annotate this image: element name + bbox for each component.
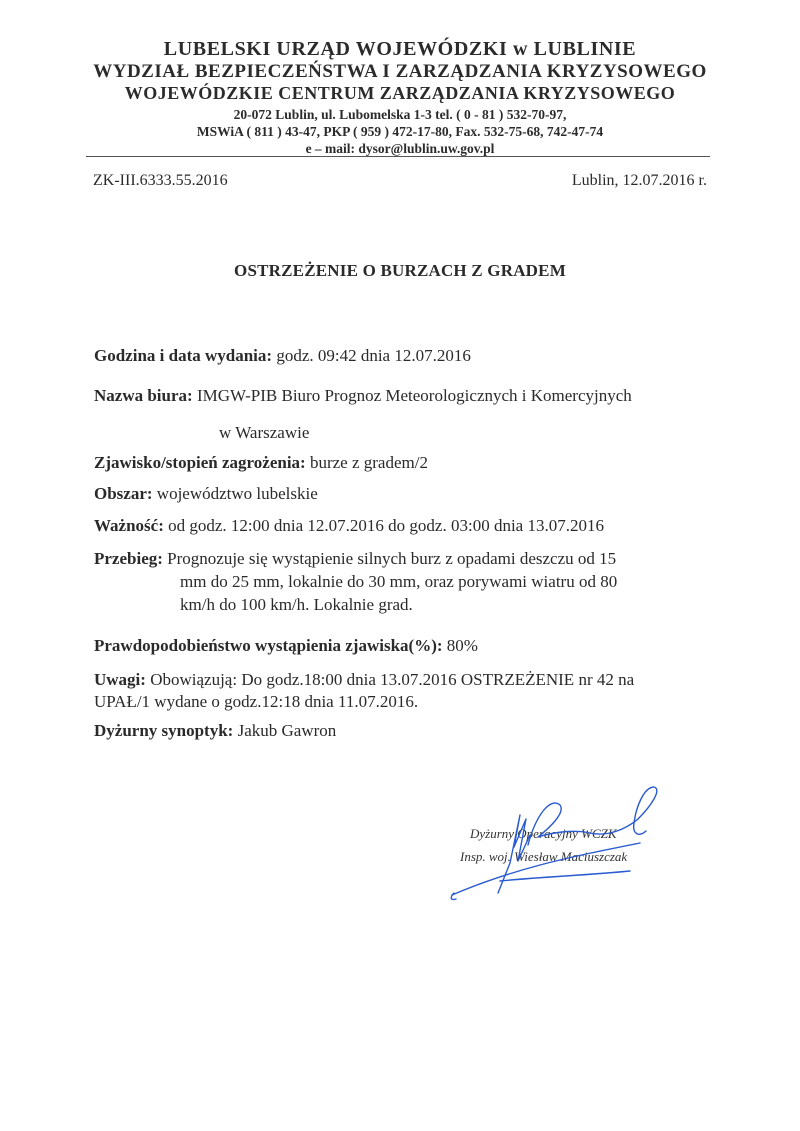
field-label: Ważność: [94, 516, 164, 535]
field-forecaster [94, 721, 336, 741]
field-label: Dyżurny synoptyk: [94, 721, 234, 740]
field-office [94, 386, 632, 406]
signature-stroke [452, 843, 640, 895]
field-validity [94, 516, 604, 536]
signature-stroke [528, 803, 638, 845]
field-office-continued: w Warszawie [219, 423, 310, 442]
field-course-line: mm do 25 mm, lokalnie do 30 mm, oraz porywami wiatru od 80 [180, 572, 618, 591]
stamp-line-inspector: Insp. woj. Wiesław Maciuszczak [460, 849, 628, 864]
field-label: Nazwa biura: [94, 386, 193, 405]
field-label: Zjawisko/stopień zagrożenia: [94, 453, 306, 472]
reference-number: ZK-III.6333.55.2016 [93, 172, 228, 189]
field-value: godz. 09:42 dnia 12.07.2016 [276, 346, 471, 365]
field-label: Obszar: [94, 484, 153, 503]
field-value: burze z gradem/2 [309, 453, 428, 472]
field-value: od godz. 12:00 dnia 12.07.2016 do godz. 03:00 dnia 13.07.2016 [168, 516, 604, 535]
letterhead-department: WYDZIAŁ BEZPIECZEŃSTWA I ZARZĄDZANIA KRYZYSOWEGO [93, 61, 707, 82]
stamp-line-duty-officer: Dyżurny Operacyjny WCZK [470, 826, 617, 841]
field-remarks-continued: UPAŁ/1 wydane o godz.12:18 dnia 11.07.2016. [94, 692, 419, 711]
letterhead-phones: MSWiA ( 811 ) 43-47, PKP ( 959 ) 472-17-80, Fax. 532-75-68, 742-47-74 [196, 124, 604, 139]
place-date: Lublin, 12.07.2016 r. [571, 172, 707, 189]
handwritten-signature [440, 775, 700, 915]
field-value: województwo lubelskie [156, 484, 318, 503]
field-value: Prognozuje się wystąpienie silnych burz z opadami deszczu od 15 [167, 549, 617, 568]
field-value: Jakub Gawron [237, 721, 337, 740]
field-label: Przebieg: [94, 549, 163, 568]
field-area [94, 484, 318, 504]
letterhead-divider [86, 156, 710, 157]
field-label: Godzina i data wydania: [94, 346, 273, 365]
field-value: IMGW-PIB Biuro Prognoz Meteorologicznych i Komercyjnych [196, 386, 632, 405]
field-course-line: km/h do 100 km/h. Lokalnie grad. [180, 595, 413, 614]
letterhead-email: e – mail: dysor@lublin.uw.gov.pl [305, 141, 495, 156]
field-label: Prawdopodobieństwo wystąpienia zjawiska(%): [94, 636, 443, 655]
field-issued [94, 346, 471, 366]
field-probability [94, 636, 478, 656]
letterhead-office: LUBELSKI URZĄD WOJEWÓDZKI w LUBLINIE [163, 38, 637, 60]
field-course [94, 549, 616, 569]
field-phenomenon [94, 453, 428, 473]
field-value: 80% [446, 636, 478, 655]
signature-block [440, 775, 700, 915]
letterhead-center: WOJEWÓDZKIE CENTRUM ZARZĄDZANIA KRYZYSOWEGO [124, 83, 676, 103]
field-remarks [94, 670, 634, 690]
document-title: OSTRZEŻENIE O BURZACH Z GRADEM [234, 261, 566, 280]
signature-stroke [500, 871, 630, 881]
field-label: Uwagi: [94, 670, 146, 689]
signature-stroke [634, 787, 657, 834]
field-value: Obowiązują: Do godz.18:00 dnia 13.07.2016 OSTRZEŻENIE nr 42 na [150, 670, 635, 689]
letterhead-address: 20-072 Lublin, ul. Lubomelska 1-3 tel. ( 0 - 81 ) 532-70-97, [233, 107, 567, 122]
